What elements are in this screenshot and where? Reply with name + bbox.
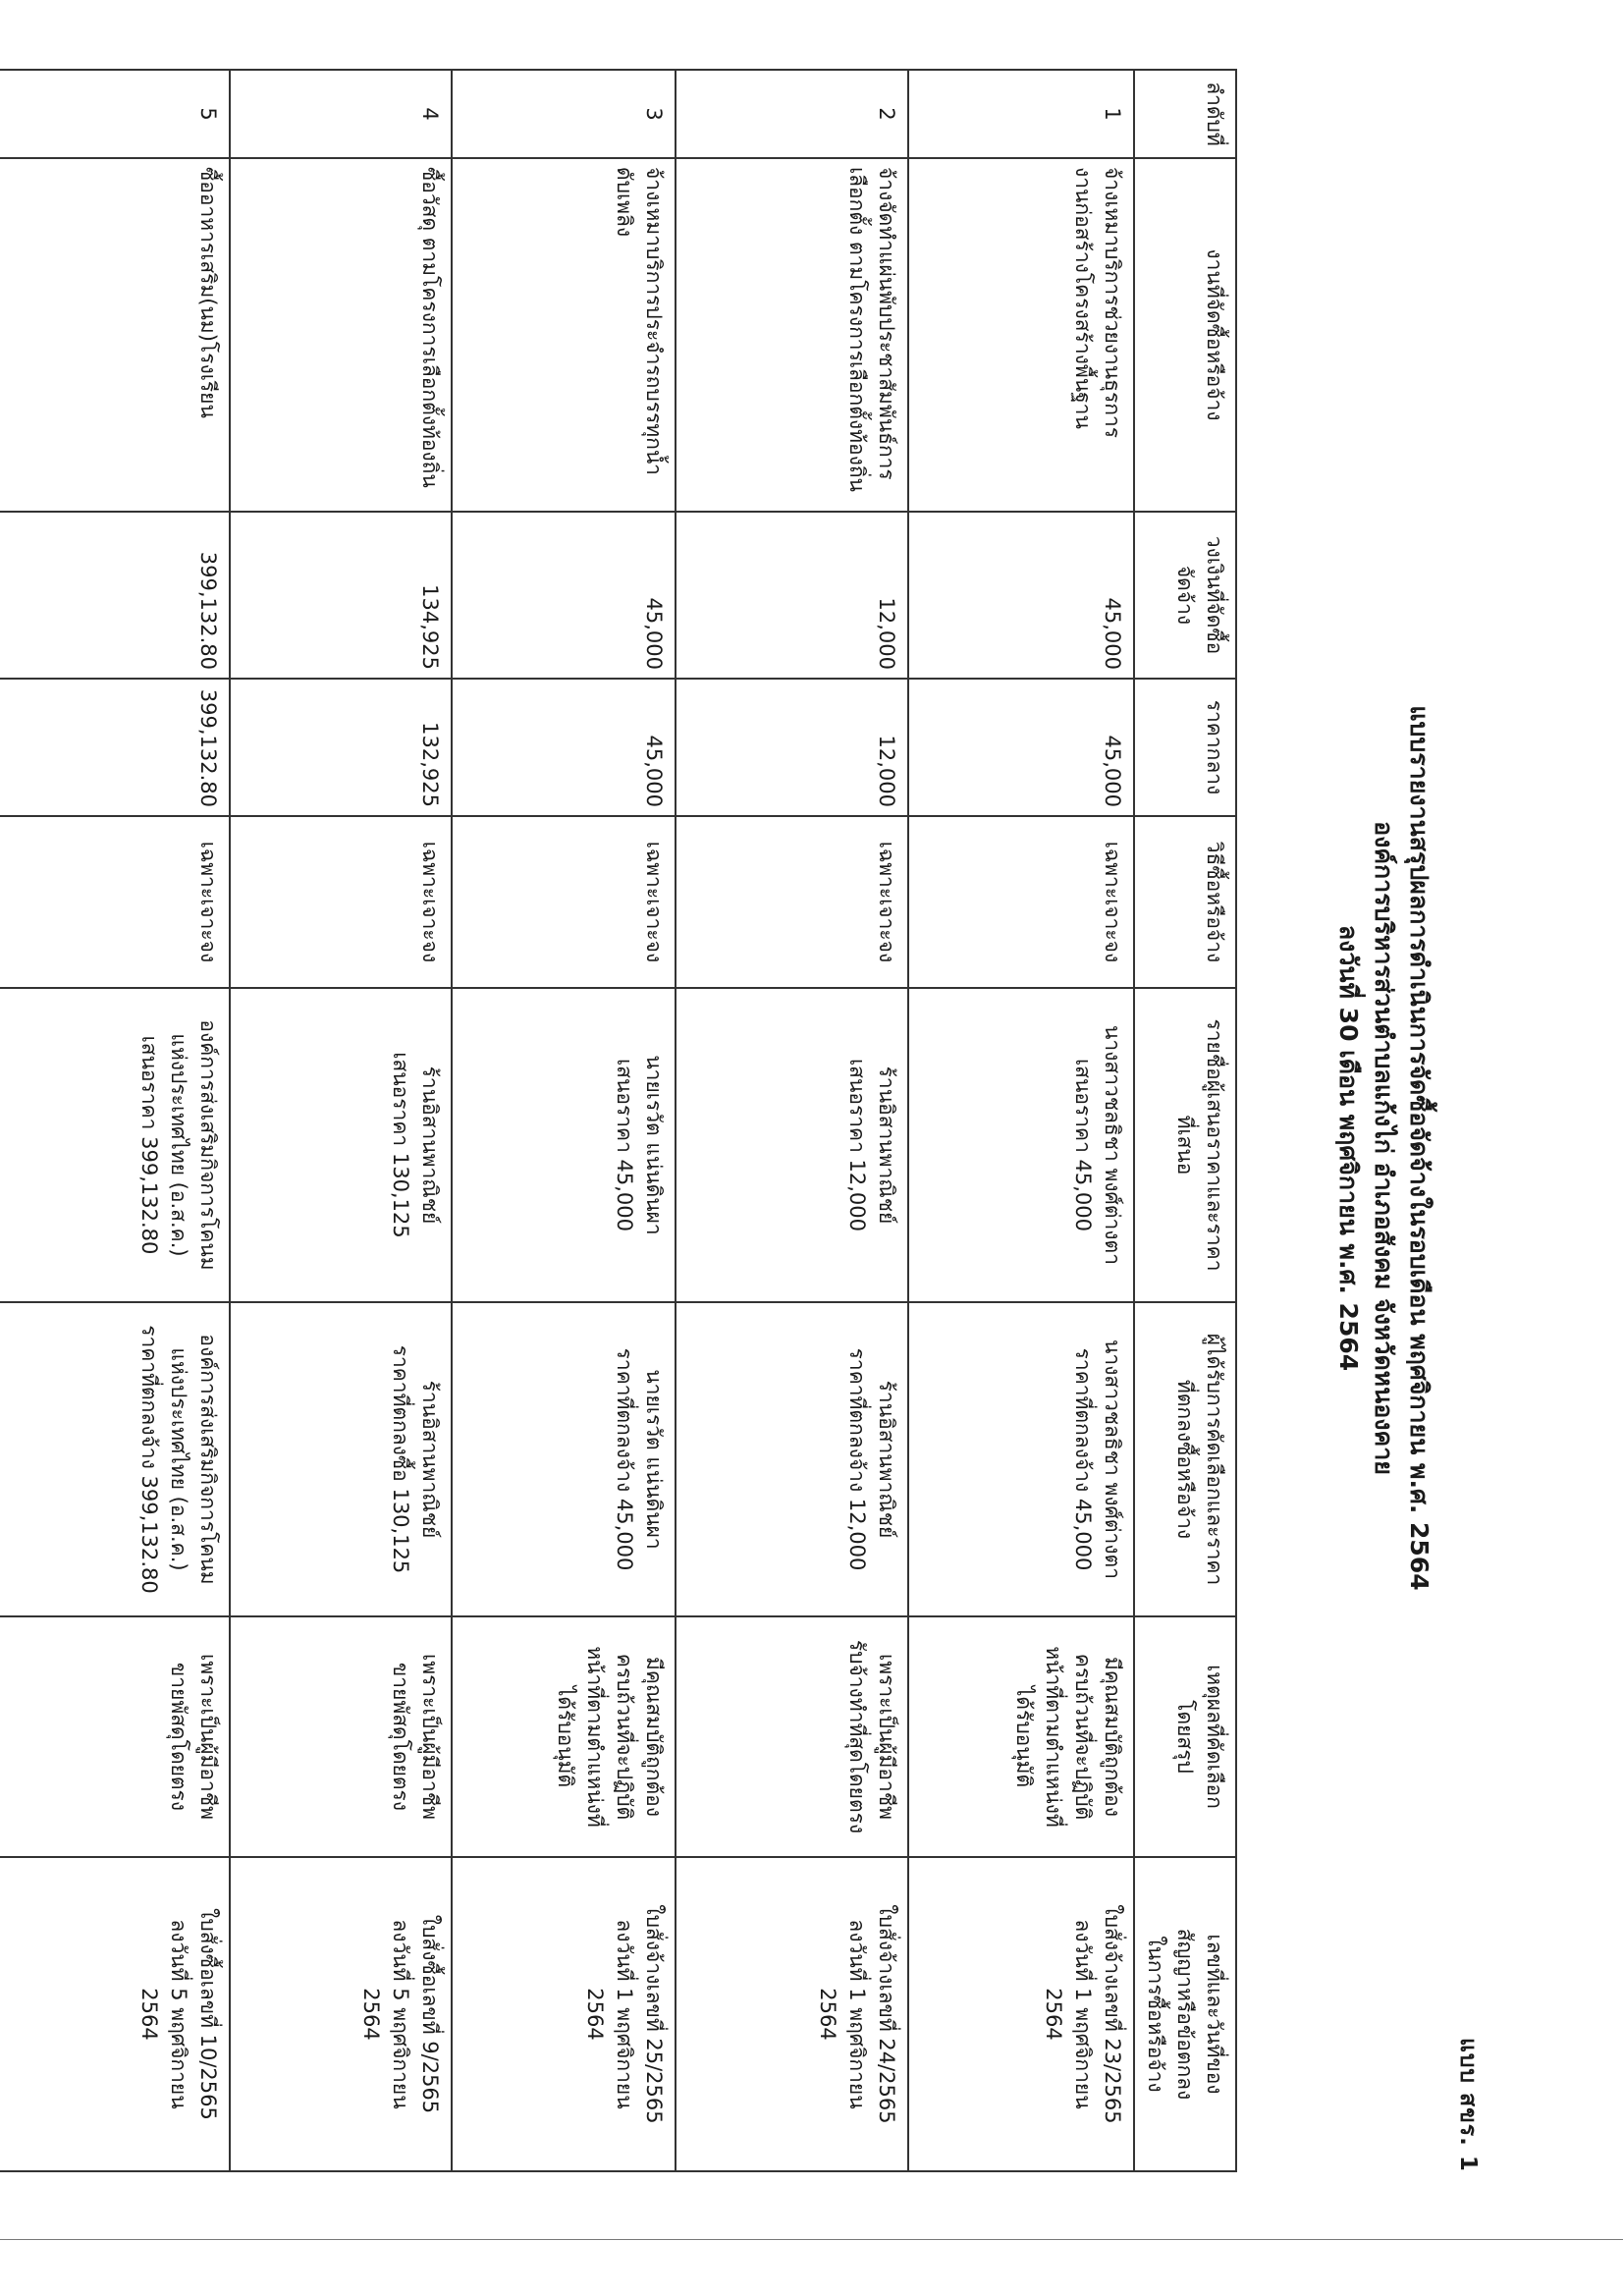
reason-line: ครบถ้วนที่จะปฏิบัติ xyxy=(1071,1653,1095,1821)
row-budget: 134,925 xyxy=(230,512,452,679)
row-budget: 12,000 xyxy=(676,512,907,679)
header-budget-line: จัดจ้าง xyxy=(1173,565,1197,626)
header-winner xyxy=(1134,1302,1236,1616)
row-winner xyxy=(676,1302,907,1616)
bidder-line: ร้านอิสานพาณิชย์ xyxy=(417,1066,442,1225)
row-contract xyxy=(0,1857,230,2171)
row-reason xyxy=(230,1616,452,1857)
row-work xyxy=(0,158,230,512)
row-bidder xyxy=(908,988,1134,1302)
header-budget xyxy=(1134,512,1236,679)
work-line: เลือกตั้ง ตามโครงการเลือกตั้งท้องถิ่น xyxy=(844,167,869,492)
bidder-line: แห่งประเทศไทย (อ.ส.ค.) xyxy=(166,1033,190,1257)
row-bidder xyxy=(230,988,452,1302)
reason-line: เพราะเป็นผู้มีอาชีพ xyxy=(417,1654,442,1820)
reason-line: รับจ้างทำที่สุดโดยตรง xyxy=(844,1639,869,1834)
row-budget: 45,000 xyxy=(908,512,1134,679)
header-work: งานที่จัดซื้อหรือจ้าง xyxy=(1134,158,1236,512)
header-budget-line: วงเงินที่จัดซื้อ xyxy=(1203,535,1226,655)
row-winner xyxy=(452,1302,676,1616)
reason-line: เพราะเป็นผู้มีอาชีพ xyxy=(195,1654,220,1820)
table-row xyxy=(908,70,1134,2171)
work-line: จ้างเหมาบริการประจำรถบรรทุกน้ำ xyxy=(642,167,667,475)
winner-line: ราคาที่ตกลงจ้าง 399,132.80 xyxy=(136,1325,161,1594)
organization-name: องค์การบริหารส่วนตำบลแก้งไก่ อำเภอสังคม จังหวัดหนองคาย xyxy=(1370,821,1398,1475)
row-bidder xyxy=(0,988,230,1302)
table-header-row xyxy=(1134,70,1236,2171)
work-line: จ้างจัดทำแผ่นพับประชาสัมพันธ์การ xyxy=(874,167,898,480)
row-reason xyxy=(676,1616,907,1857)
winner-line: ร้านอิสานพาณิชย์ xyxy=(417,1380,442,1539)
reason-line: มีคุณสมบัติถูกต้อง xyxy=(642,1657,667,1817)
bidder-line: เสนอราคา 130,125 xyxy=(388,1052,412,1238)
header-reason-line: โดยสรุป xyxy=(1173,1700,1197,1774)
contract-line: ลงวันที่ 5 พฤศจิกายน xyxy=(166,1919,190,2109)
row-no: 3 xyxy=(452,70,676,158)
table-row xyxy=(452,70,676,2171)
reason-line: มีคุณสมบัติถูกต้อง xyxy=(1101,1657,1124,1817)
reason-line: เพราะเป็นผู้มีอาชีพ xyxy=(874,1654,898,1820)
row-mid-price: 12,000 xyxy=(676,679,907,816)
contract-line: 2564 xyxy=(1042,1988,1065,2041)
row-work xyxy=(908,158,1134,512)
row-contract xyxy=(452,1857,676,2171)
header-contract-line: สัญญาหรือข้อตกลง xyxy=(1173,1928,1197,2101)
header-contract-line: เลขที่และวันที่ของ xyxy=(1203,1934,1226,2095)
contract-line: ลงวันที่ 1 พฤศจิกายน xyxy=(1071,1919,1095,2109)
bidder-line: องค์การส่งเสริมกิจการโคนม xyxy=(195,1019,220,1271)
contract-line: ลงวันที่ 1 พฤศจิกายน xyxy=(613,1919,637,2109)
contract-line: ลงวันที่ 5 พฤศจิกายน xyxy=(388,1919,412,2109)
header-bidders-line: ที่เสนอ xyxy=(1173,1115,1197,1175)
reason-line: ได้รับอนุมัติ xyxy=(554,1685,578,1788)
contract-line: ใบสั่งจ้างเลขที่ 24/2565 xyxy=(874,1904,898,2124)
header-bidders xyxy=(1134,988,1236,1302)
row-mid-price: 399,132.80 xyxy=(0,679,230,816)
table-row xyxy=(676,70,907,2171)
table-row xyxy=(230,70,452,2171)
bidder-line: เสนอราคา 45,000 xyxy=(613,1058,637,1232)
reason-line: ขายพัสดุโดยตรง xyxy=(166,1662,190,1812)
winner-line: แห่งประเทศไทย (อ.ส.ค.) xyxy=(166,1347,190,1571)
row-bidder xyxy=(676,988,907,1302)
row-bidder xyxy=(452,988,676,1302)
scan-edge-line xyxy=(0,2239,1623,2240)
header-contract-line: ในการซื้อหรือจ้าง xyxy=(1144,1936,1167,2093)
row-method: เฉพาะเจาะจง xyxy=(676,816,907,988)
winner-line: ร้านอิสานพาณิชย์ xyxy=(874,1380,898,1539)
header-contract xyxy=(1134,1857,1236,2171)
work-line: ซื้ออาหารเสริม(นม)โรงเรียน xyxy=(195,167,220,418)
contract-line: ใบสั่งซื้อเลขที่ 9/2565 xyxy=(417,1914,442,2114)
reason-line: หน้าที่ตามตำแหน่งที่ xyxy=(1042,1646,1065,1828)
contract-line: 2564 xyxy=(815,1988,839,2041)
winner-line: นางสาวชลธิชา พงศ์ต่างตา xyxy=(1101,1339,1124,1579)
contract-line: ใบสั่งซื้อเลขที่ 10/2565 xyxy=(195,1908,220,2120)
row-winner xyxy=(0,1302,230,1616)
reason-line: ขายพัสดุโดยตรง xyxy=(388,1662,412,1812)
bidder-line: เสนอราคา 399,132.80 xyxy=(136,1035,161,1255)
row-work xyxy=(452,158,676,512)
bidder-line: นางสาวชลธิชา พงศ์ต่างตา xyxy=(1101,1024,1124,1265)
row-winner xyxy=(908,1302,1134,1616)
row-method: เฉพาะเจาะจง xyxy=(0,816,230,988)
contract-line: 2564 xyxy=(358,1988,383,2041)
title-block xyxy=(1330,0,1436,2296)
contract-line: ลงวันที่ 1 พฤศจิกายน xyxy=(844,1919,869,2109)
winner-line: นายเรวัต แน่นดินผา xyxy=(642,1369,667,1550)
header-reason-line: เหตุผลที่คัดเลือก xyxy=(1203,1665,1226,1809)
row-budget: 45,000 xyxy=(452,512,676,679)
reason-line: หน้าที่ตามตำแหน่งที่ xyxy=(583,1646,608,1828)
row-budget: 399,132.80 xyxy=(0,512,230,679)
procurement-table xyxy=(0,69,1237,2172)
row-no: 5 xyxy=(0,70,230,158)
table-row xyxy=(0,70,230,2171)
contract-line: ใบสั่งจ้างเลขที่ 25/2565 xyxy=(642,1904,667,2124)
row-no: 1 xyxy=(908,70,1134,158)
contract-line: ใบสั่งจ้างเลขที่ 23/2565 xyxy=(1101,1904,1124,2124)
row-no: 2 xyxy=(676,70,907,158)
reason-line: ครบถ้วนที่จะปฏิบัติ xyxy=(613,1653,637,1821)
bidder-line: เสนอราคา 45,000 xyxy=(1071,1058,1095,1232)
header-no: ลำดับที่ xyxy=(1134,70,1236,158)
row-work xyxy=(230,158,452,512)
header-method: วิธีซื้อหรือจ้าง xyxy=(1134,816,1236,988)
winner-line: ราคาที่ตกลงจ้าง 45,000 xyxy=(1071,1347,1095,1571)
row-method: เฉพาะเจาะจง xyxy=(452,816,676,988)
row-contract xyxy=(908,1857,1134,2171)
winner-line: ราคาที่ตกลงจ้าง 45,000 xyxy=(613,1347,637,1571)
reason-line: ได้รับอนุมัติ xyxy=(1012,1685,1036,1788)
work-line: จ้างเหมาบริการช่วยงานธุรการ xyxy=(1101,167,1124,439)
row-method: เฉพาะเจาะจง xyxy=(908,816,1134,988)
row-reason xyxy=(0,1616,230,1857)
row-mid-price: 45,000 xyxy=(452,679,676,816)
winner-line: ราคาที่ตกลงจ้าง 12,000 xyxy=(844,1347,869,1571)
header-reason xyxy=(1134,1616,1236,1857)
contract-line: 2564 xyxy=(583,1988,608,2041)
winner-line: ราคาที่ตกลงซื้อ 130,125 xyxy=(388,1344,412,1574)
row-mid-price: 132,925 xyxy=(230,679,452,816)
work-line: ซื้อวัสดุ ตามโครงการเลือกตั้งท้องถิ่น xyxy=(417,167,442,488)
work-line: ดับเพลิง xyxy=(613,167,637,238)
header-mid-price: ราคากลาง xyxy=(1134,679,1236,816)
row-winner xyxy=(230,1302,452,1616)
row-contract xyxy=(230,1857,452,2171)
bidder-line: เสนอราคา 12,000 xyxy=(844,1058,869,1232)
winner-line: องค์การส่งเสริมกิจการโคนม xyxy=(195,1334,220,1585)
row-reason xyxy=(452,1616,676,1857)
report-title: แบบรายงานสรุปผลการดำเนินการจัดซื้อจัดจ้างในรอบเดือน พฤศจิกายน พ.ศ. 2564 xyxy=(1405,705,1434,1591)
row-contract xyxy=(676,1857,907,2171)
report-date: ลงวันที่ 30 เดือน พฤศจิกายน พ.ศ. 2564 xyxy=(1334,924,1363,1372)
header-winner-line: ที่ตกลงซื้อหรือจ้าง xyxy=(1173,1379,1197,1540)
contract-line: 2564 xyxy=(136,1988,161,2041)
header-bidders-line: รายชื่อผู้เสนอราคาและราคา xyxy=(1203,1018,1226,1272)
form-code: แบบ สขร. 1 xyxy=(1455,2038,1481,2172)
bidder-line: ร้านอิสานพาณิชย์ xyxy=(874,1066,898,1225)
header-winner-line: ผู้ได้รับการคัดเลือกและราคา xyxy=(1203,1333,1226,1586)
row-no: 4 xyxy=(230,70,452,158)
row-method: เฉพาะเจาะจง xyxy=(230,816,452,988)
row-reason xyxy=(908,1616,1134,1857)
work-line: งานก่อสร้างโครงสร้างพื้นฐาน xyxy=(1071,167,1095,429)
row-mid-price: 45,000 xyxy=(908,679,1134,816)
row-work xyxy=(676,158,907,512)
bidder-line: นายเรวัต แน่นดินผา xyxy=(642,1055,667,1235)
